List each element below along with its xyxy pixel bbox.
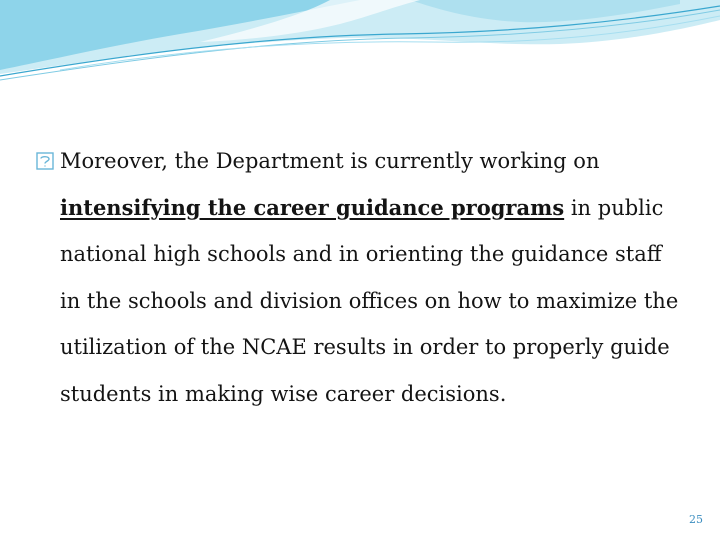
paragraph-rest: in public national high schools and in orienting the guidance staff in the schools and division offices on how to maximize the utilization of the NCAE results in order to properly guide students in making wise career decisions. (60, 195, 679, 406)
slide-body (36, 138, 686, 417)
paragraph-emphasis: intensifying the career guidance programs (60, 194, 565, 220)
page-number: 25 (689, 513, 703, 526)
header-wave-decoration (0, 0, 720, 90)
missing-glyph-box-icon (36, 152, 54, 170)
body-paragraph (36, 138, 686, 417)
paragraph-lead: Moreover, the Department is currently working on (60, 149, 600, 173)
